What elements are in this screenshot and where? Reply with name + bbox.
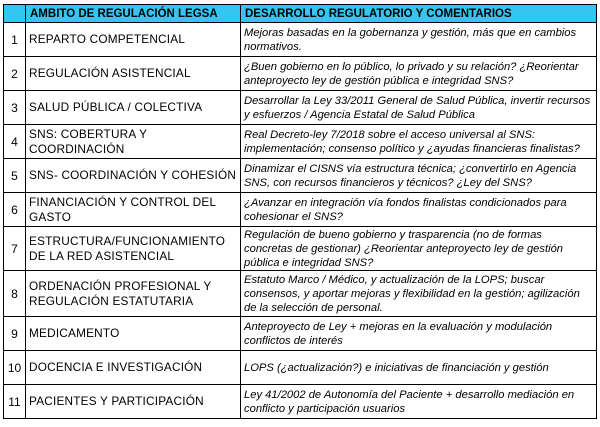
table-row (4, 57, 597, 91)
row-comment: Mejoras basadas en la gobernanza y gestión, más que en cambios normativos. (241, 23, 597, 57)
regulation-table (3, 4, 597, 419)
table-row (4, 385, 597, 419)
row-comment: Anteproyecto de Ley + mejoras en la evaluación y modulación conflictos de interés (241, 317, 597, 351)
row-comment: Estatuto Marco / Médico, y actualización de la LOPS; buscar consensos, y aportar mejoras y flexibilidad en la gestión; agilización de la selección de personal. (241, 271, 597, 317)
row-area: REGULACIÓN ASISTENCIAL (26, 57, 241, 91)
row-comment: ¿Avanzar en integración vía fondos finalistas condicionados para cohesionar el SNS? (241, 193, 597, 227)
row-area: MEDICAMENTO (26, 317, 241, 351)
row-number: 4 (4, 125, 26, 159)
row-area: PACIENTES Y PARTICIPACIÓN (26, 385, 241, 419)
row-comment: Regulación de bueno gobierno y trasparencia (no de formas concretas de gestionar) ¿Reorientar anteproyecto ley de gestión pública e integridad SNS? (241, 227, 597, 271)
row-comment: Ley 41/2002 de Autonomía del Paciente + desarrollo mediación en conflicto y participación usuarios (241, 385, 597, 419)
row-comment: ¿Buen gobierno en lo público, lo privado y su relación? ¿Reorientar anteproyecto ley de gestión pública e integridad SNS? (241, 57, 597, 91)
row-number: 1 (4, 23, 26, 57)
row-comment: Desarrollar la Ley 33/2011 General de Salud Pública, invertir recursos y esfuerzos / Agencia Estatal de Salud Pública (241, 91, 597, 125)
row-number: 10 (4, 351, 26, 385)
row-area: ESTRUCTURA/FUNCIONAMIENTO DE LA RED ASISTENCIAL (26, 227, 241, 271)
row-number: 8 (4, 271, 26, 317)
row-comment: LOPS (¿actualización?) e iniciativas de financiación y gestión (241, 351, 597, 385)
table-row (4, 271, 597, 317)
table-row (4, 227, 597, 271)
row-number: 7 (4, 227, 26, 271)
row-area: DOCENCIA E INVESTIGACIÓN (26, 351, 241, 385)
table-row (4, 317, 597, 351)
row-area: FINANCIACIÓN Y CONTROL DEL GASTO (26, 193, 241, 227)
table-row (4, 125, 597, 159)
table-row (4, 23, 597, 57)
row-number: 3 (4, 91, 26, 125)
row-number: 9 (4, 317, 26, 351)
table-row (4, 193, 597, 227)
table-row (4, 351, 597, 385)
row-comment: Real Decreto-ley 7/2018 sobre el acceso universal al SNS: implementación; consenso político y ¿ayudas financieras finalistas? (241, 125, 597, 159)
row-number: 11 (4, 385, 26, 419)
row-comment: Dinamizar el CISNS vía estructura técnica; ¿convertirlo en Agencia SNS, con recursos financieros y técnicos? ¿Ley del SNS? (241, 159, 597, 193)
row-number: 5 (4, 159, 26, 193)
row-area: SNS- COORDINACIÓN Y COHESIÓN (26, 159, 241, 193)
header-comments: DESARROLLO REGULATORIO Y COMENTARIOS (241, 5, 597, 23)
row-area: ORDENACIÓN PROFESIONAL Y REGULACIÓN ESTATUTARIA (26, 271, 241, 317)
header-row (4, 5, 597, 23)
row-area: REPARTO COMPETENCIAL (26, 23, 241, 57)
table-row (4, 91, 597, 125)
row-area: SNS: COBERTURA Y COORDINACIÓN (26, 125, 241, 159)
row-area: SALUD PÚBLICA / COLECTIVA (26, 91, 241, 125)
header-area: AMBITO DE REGULACIÓN LEGSA (26, 5, 241, 23)
row-number: 6 (4, 193, 26, 227)
header-num (4, 5, 26, 23)
table-row (4, 159, 597, 193)
row-number: 2 (4, 57, 26, 91)
